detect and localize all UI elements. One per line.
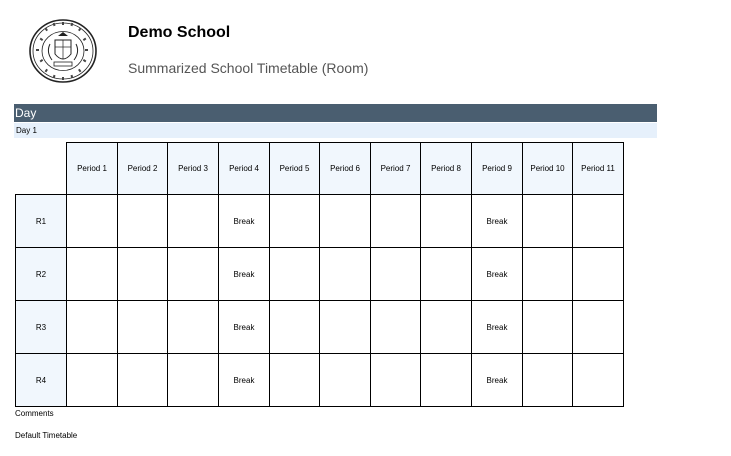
timetable-name: Default Timetable bbox=[15, 431, 78, 440]
period-header: Period 7 bbox=[371, 143, 421, 195]
timetable-cell bbox=[270, 195, 320, 248]
room-label: R2 bbox=[16, 248, 67, 301]
timetable-grid bbox=[15, 142, 624, 407]
timetable-cell bbox=[371, 248, 421, 301]
timetable-row bbox=[16, 248, 624, 301]
timetable-cell: Break bbox=[472, 248, 523, 301]
timetable-cell bbox=[118, 248, 168, 301]
timetable-cell bbox=[523, 354, 573, 407]
timetable-cell bbox=[118, 354, 168, 407]
timetable-cell bbox=[168, 248, 219, 301]
timetable-cell bbox=[421, 248, 472, 301]
period-header: Period 10 bbox=[523, 143, 573, 195]
comments-label: Comments bbox=[15, 409, 54, 418]
corner-cell bbox=[16, 143, 67, 195]
timetable-cell bbox=[118, 195, 168, 248]
timetable-cell bbox=[523, 195, 573, 248]
timetable-cell bbox=[67, 195, 118, 248]
period-header: Period 8 bbox=[421, 143, 472, 195]
timetable-cell bbox=[67, 354, 118, 407]
timetable-cell: Break bbox=[219, 354, 270, 407]
timetable-cell bbox=[573, 354, 624, 407]
timetable-cell bbox=[168, 301, 219, 354]
period-header: Period 9 bbox=[472, 143, 523, 195]
timetable-cell bbox=[371, 195, 421, 248]
period-header: Period 2 bbox=[118, 143, 168, 195]
period-header: Period 1 bbox=[67, 143, 118, 195]
timetable-cell bbox=[421, 301, 472, 354]
period-header: Period 6 bbox=[320, 143, 371, 195]
timetable-row bbox=[16, 195, 624, 248]
timetable-cell bbox=[168, 195, 219, 248]
timetable-cell bbox=[573, 195, 624, 248]
timetable-row bbox=[16, 301, 624, 354]
timetable-cell bbox=[168, 354, 219, 407]
timetable-cell bbox=[371, 301, 421, 354]
timetable-cell bbox=[573, 248, 624, 301]
timetable-cell: Break bbox=[472, 354, 523, 407]
timetable-cell bbox=[523, 248, 573, 301]
timetable-cell: Break bbox=[219, 248, 270, 301]
timetable-row bbox=[16, 354, 624, 407]
day-label: Day 1 bbox=[14, 123, 657, 138]
timetable-cell bbox=[421, 354, 472, 407]
timetable-cell bbox=[270, 354, 320, 407]
timetable-cell bbox=[320, 301, 371, 354]
room-label: R1 bbox=[16, 195, 67, 248]
timetable-cell bbox=[270, 301, 320, 354]
period-header: Period 3 bbox=[168, 143, 219, 195]
timetable-cell bbox=[371, 354, 421, 407]
timetable-cell bbox=[320, 354, 371, 407]
timetable-cell: Break bbox=[472, 301, 523, 354]
timetable-cell bbox=[421, 195, 472, 248]
timetable-cell: Break bbox=[219, 195, 270, 248]
timetable-cell: Break bbox=[219, 301, 270, 354]
timetable-cell bbox=[67, 301, 118, 354]
timetable-cell bbox=[67, 248, 118, 301]
room-label: R3 bbox=[16, 301, 67, 354]
school-name: Demo School bbox=[128, 24, 231, 41]
timetable-cell: Break bbox=[472, 195, 523, 248]
room-label: R4 bbox=[16, 354, 67, 407]
period-header: Period 4 bbox=[219, 143, 270, 195]
timetable-cell bbox=[573, 301, 624, 354]
day-section-header: Day bbox=[14, 104, 657, 122]
timetable-cell bbox=[320, 195, 371, 248]
period-header: Period 11 bbox=[573, 143, 624, 195]
report-title: Summarized School Timetable (Room) bbox=[128, 60, 369, 76]
timetable-cell bbox=[118, 301, 168, 354]
timetable-cell bbox=[320, 248, 371, 301]
timetable-cell bbox=[523, 301, 573, 354]
school-seal-icon bbox=[28, 18, 98, 84]
period-header: Period 5 bbox=[270, 143, 320, 195]
timetable-cell bbox=[270, 248, 320, 301]
